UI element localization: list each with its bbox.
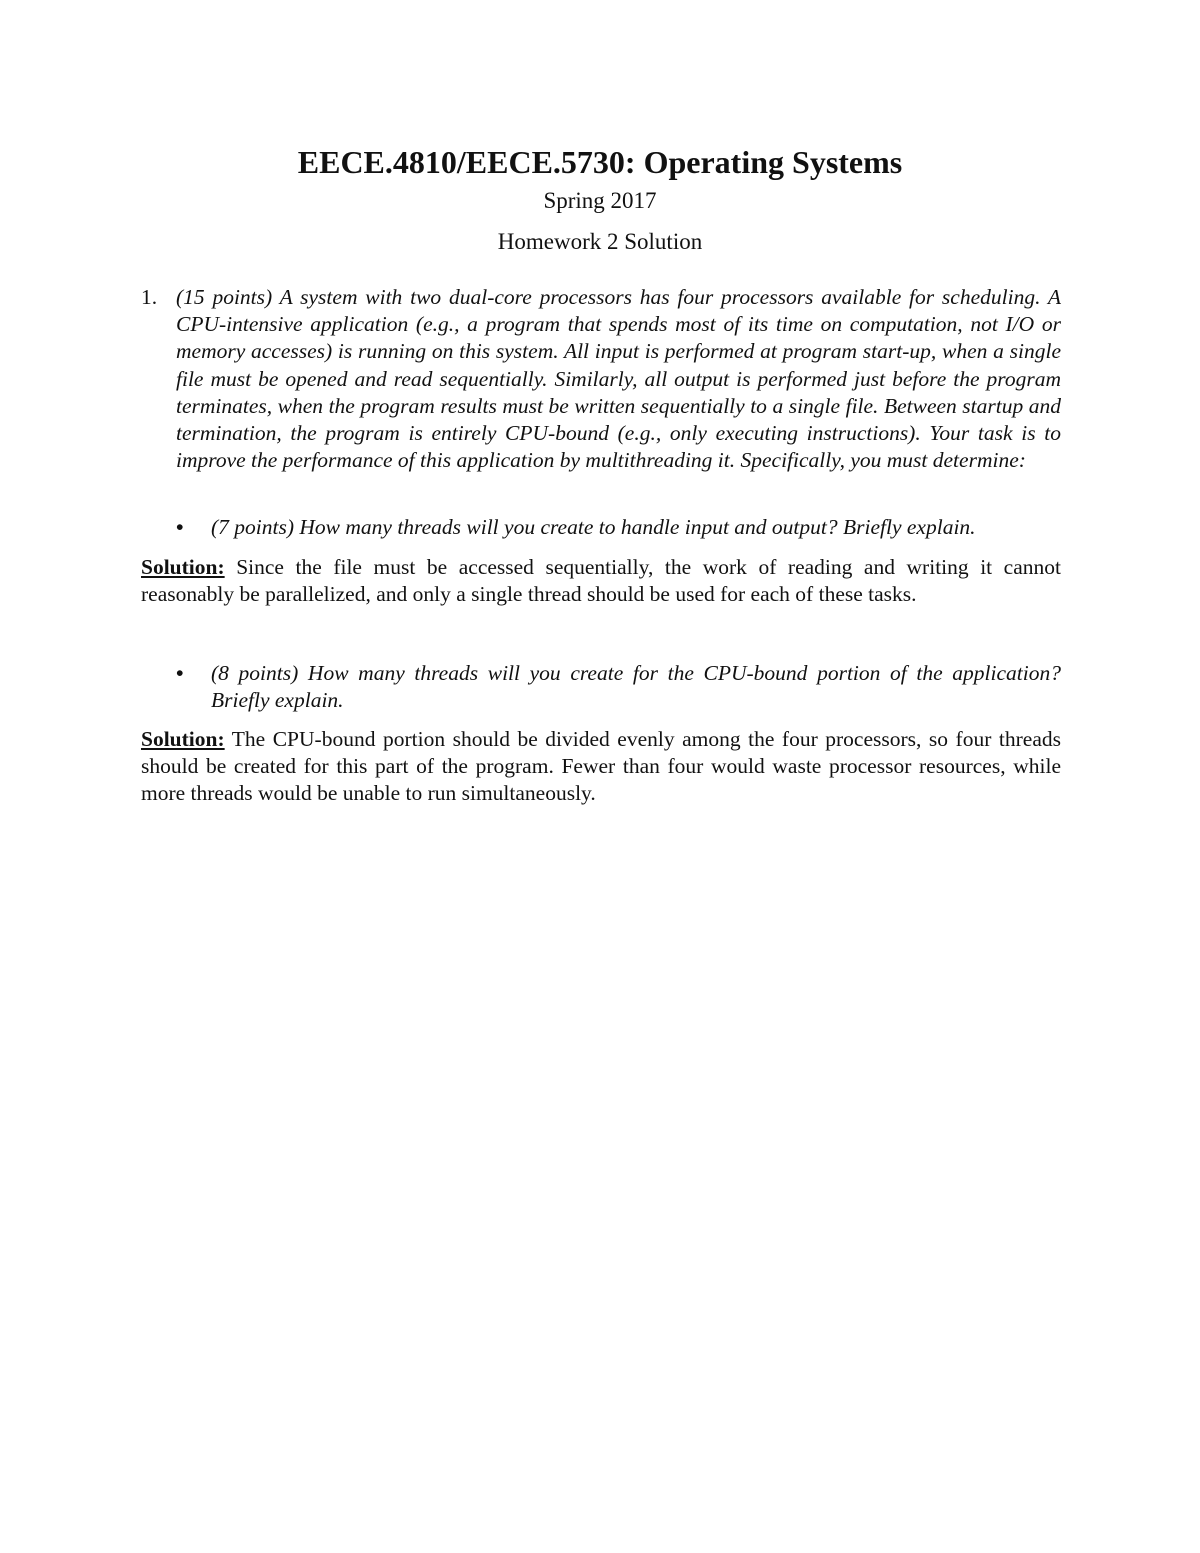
assignment-title: Homework 2 Solution bbox=[497, 229, 703, 254]
part-b-text: (8 points) How many threads will you create for the CPU-bound portion of the application? Briefly explain. bbox=[211, 661, 1061, 713]
question-1-part-b bbox=[176, 660, 1061, 714]
solution-text: The CPU-bound portion should be divided evenly among the four processors, so four threads should be created for this part of the program. Fewer than four would waste processor resources, while more threads would be unable to run simultaneously. bbox=[141, 727, 1061, 806]
question-1-text: (15 points) A system with two dual-core processors has four processors available for scheduling. A CPU-intensive application (e.g., a program that spends most of its time on computation, not I/O or memory accesses) is running on this system. All input is performed at program start-up, when a single file must be opened and read sequentially. Similarly, all output is performed just before the program terminates, when the program results must be written sequentially to a single file. Between startup and termination, the program is entirely CPU-bound (e.g., only executing instructions). Your task is to improve the performance of this application by multithreading it. Specifically, you must determine: bbox=[176, 285, 1061, 473]
course-title: EECE.4810/EECE.5730: Operating Systems bbox=[297, 144, 903, 180]
question-number: 1. bbox=[141, 285, 158, 309]
solution-label: Solution: bbox=[141, 555, 225, 579]
question-1 bbox=[141, 284, 1061, 474]
part-b-solution bbox=[141, 726, 1061, 808]
part-a-solution bbox=[141, 554, 1061, 608]
solution-label: Solution: bbox=[141, 727, 225, 751]
part-a-text: (7 points) How many threads will you create to handle input and output? Briefly explain. bbox=[211, 515, 976, 539]
question-1-part-a bbox=[176, 514, 1061, 541]
bullet-icon: • bbox=[176, 661, 184, 685]
term-line: Spring 2017 bbox=[543, 188, 657, 213]
solution-text: Since the file must be accessed sequentially, the work of reading and writing it cannot reasonably be parallelized, and only a single thread should be used for each of these tasks. bbox=[141, 555, 1061, 607]
bullet-icon: • bbox=[176, 515, 184, 539]
